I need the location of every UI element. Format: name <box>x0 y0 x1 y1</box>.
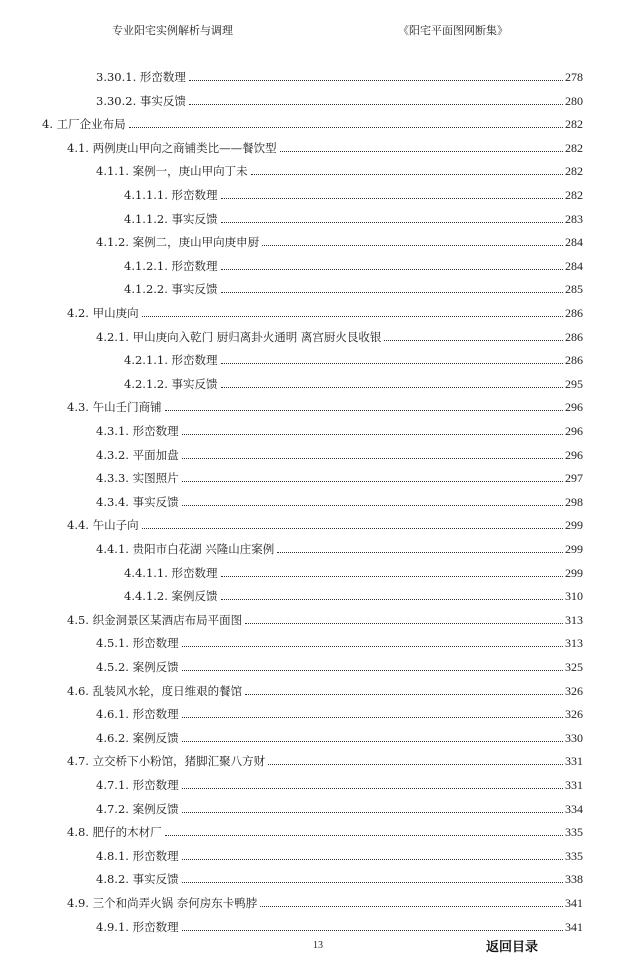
toc-entry-page: 295 <box>565 376 583 391</box>
toc-entry-title: 4.7. 立交桥下小粉馆，猪脚汇聚八方财 <box>67 754 266 769</box>
dot-leader <box>182 716 563 718</box>
toc-entry[interactable] <box>96 465 583 485</box>
toc-entry[interactable] <box>96 442 583 462</box>
toc-entry-title: 3.30.1. 形峦数理 <box>96 70 186 84</box>
dot-leader <box>260 905 563 907</box>
dot-leader <box>182 811 563 813</box>
toc-entry-page: 341 <box>565 896 583 910</box>
dot-leader <box>165 834 563 836</box>
toc-entry-title: 4.4. 午山子向 <box>67 518 139 533</box>
dot-leader <box>189 103 563 105</box>
dot-leader <box>280 150 563 152</box>
dot-leader <box>129 126 563 128</box>
toc-entry-title: 4.1. 两例庚山甲向之商铺类比——餐饮型 <box>67 140 277 155</box>
page-header <box>0 22 635 42</box>
toc-entry-page: 335 <box>565 848 583 863</box>
toc-entry-title: 4.9.1. 形峦数理 <box>96 919 179 934</box>
toc-entry[interactable] <box>96 418 583 438</box>
dot-leader <box>142 315 563 317</box>
toc-entry-page: 310 <box>565 589 583 604</box>
dot-leader <box>165 409 563 411</box>
toc-entry[interactable] <box>96 772 583 792</box>
toc-entry-page: 335 <box>565 825 583 840</box>
toc-entry-page: 330 <box>565 730 583 745</box>
toc-entry[interactable] <box>124 206 583 226</box>
dot-leader <box>251 173 563 175</box>
toc-entry-page: 313 <box>565 612 583 627</box>
toc-entry-title: 4.5.1. 形峦数理 <box>96 636 179 651</box>
toc-entry-title: 4.7.1. 形峦数理 <box>96 778 179 792</box>
toc-entry-page: 326 <box>565 683 583 698</box>
toc-entry-title: 4.4.1. 贵阳市白花湖 兴隆山庄案例 <box>96 542 275 556</box>
dot-leader <box>182 881 563 883</box>
toc-entry[interactable] <box>124 583 583 603</box>
toc-entry-page: 286 <box>565 306 583 320</box>
toc-entry-title: 4.8.1. 形峦数理 <box>96 848 179 863</box>
toc-entry[interactable] <box>67 394 583 414</box>
toc-entry[interactable] <box>124 276 583 296</box>
toc-entry[interactable] <box>96 654 583 674</box>
dot-leader <box>245 693 563 695</box>
toc-entry-page: 299 <box>565 565 583 580</box>
back-to-toc-link[interactable]: 返回目录 <box>486 940 539 955</box>
toc-entry[interactable] <box>96 866 583 886</box>
toc-entry-title: 4.5. 织金洞景区某酒店布局平面图 <box>67 612 243 627</box>
dot-leader <box>221 386 563 388</box>
toc-entry-title: 4.3.4. 事实反馈 <box>96 494 179 509</box>
dot-leader <box>221 362 563 364</box>
toc-entry[interactable] <box>96 64 583 84</box>
toc-entry-page: 331 <box>565 754 583 769</box>
dot-leader <box>182 433 563 435</box>
dot-leader <box>182 645 563 647</box>
toc-entry-title: 4.3.1. 形峦数理 <box>96 424 179 438</box>
toc-entry-title: 4.5.2. 案例反馈 <box>96 660 179 674</box>
toc-entry-page: 313 <box>565 636 583 651</box>
dot-leader <box>182 457 563 459</box>
toc-entry-page: 278 <box>565 70 583 84</box>
toc-entry-page: 297 <box>565 471 583 486</box>
toc-entry[interactable] <box>124 347 583 367</box>
toc-entry-page: 296 <box>565 400 583 415</box>
toc-entry[interactable] <box>124 253 583 273</box>
toc-entry-title: 4.6.2. 案例反馈 <box>96 730 179 745</box>
toc-entry-title: 4.3. 午山壬门商铺 <box>67 400 162 415</box>
dot-leader <box>268 763 563 765</box>
dot-leader <box>221 268 563 270</box>
toc-entry-page: 325 <box>565 660 583 674</box>
dot-leader <box>221 291 563 293</box>
toc-entry-title: 3.30.2. 事实反馈 <box>96 93 186 108</box>
dot-leader <box>221 221 563 223</box>
toc-entry[interactable] <box>96 796 583 816</box>
toc-entry-page: 286 <box>565 353 583 368</box>
header-book-title: 专业阳宅实例解析与调理 <box>112 24 233 37</box>
toc-entry-title: 4.2.1. 甲山庚向入乾门 厨归离卦火通明 离宫厨火艮收银 <box>96 329 382 344</box>
toc-entry[interactable] <box>96 914 583 934</box>
toc-entry-title: 4.1.2. 案例二，庚山甲向庚申厨 <box>96 235 260 250</box>
toc-entry[interactable] <box>67 135 583 155</box>
dot-leader <box>221 575 563 577</box>
toc-entry-page: 285 <box>565 282 583 297</box>
toc-entry-page: 284 <box>565 258 583 273</box>
dot-leader <box>182 504 563 506</box>
toc-entry-title: 4.3.3. 实图照片 <box>96 471 179 486</box>
dot-leader <box>182 669 563 671</box>
toc-entry-page: 283 <box>565 211 583 226</box>
toc-entry-title: 4. 工厂企业布局 <box>42 117 126 132</box>
dot-leader <box>221 598 563 600</box>
toc-entry-title: 4.4.1.1. 形峦数理 <box>124 565 218 580</box>
toc-entry-title: 4.6.1. 形峦数理 <box>96 707 179 722</box>
dot-leader <box>189 79 563 81</box>
toc-entry[interactable] <box>124 560 583 580</box>
toc-entry-page: 284 <box>565 235 583 250</box>
toc-entry-title: 4.8.2. 事实反馈 <box>96 872 179 887</box>
toc-entry-page: 286 <box>565 329 583 344</box>
toc-entry-page: 282 <box>565 164 583 179</box>
toc-entry-page: 326 <box>565 707 583 722</box>
toc-entry-title: 4.8. 肥仔的木材厂 <box>67 825 162 840</box>
toc-entry[interactable] <box>96 229 583 249</box>
toc-entry-title: 4.1.1. 案例一，庚山甲向丁未 <box>96 164 248 179</box>
toc-entry-page: 296 <box>565 424 583 438</box>
dot-leader <box>182 929 563 931</box>
toc-entry-page: 334 <box>565 801 583 816</box>
toc-entry[interactable] <box>96 489 583 509</box>
toc-entry-page: 299 <box>565 518 583 533</box>
toc-entry[interactable] <box>42 111 583 131</box>
toc-entry[interactable] <box>67 890 583 910</box>
dot-leader <box>384 339 563 341</box>
toc-entry[interactable] <box>67 819 583 839</box>
toc-entry-page: 282 <box>565 117 583 132</box>
toc-entry-page: 298 <box>565 494 583 509</box>
header-collection-title: 《阳宅平面图网断集》 <box>398 24 508 37</box>
dot-leader <box>262 244 563 246</box>
toc-entry-title: 4.3.2. 平面加盘 <box>96 447 179 462</box>
toc-entry[interactable] <box>67 300 583 320</box>
dot-leader <box>142 527 563 529</box>
dot-leader <box>182 858 563 860</box>
toc-entry[interactable] <box>67 748 583 768</box>
toc-entry-title: 4.1.1.2. 事实反馈 <box>124 211 218 226</box>
toc-entry[interactable] <box>96 701 583 721</box>
toc-entry-page: 296 <box>565 447 583 462</box>
toc-entry[interactable] <box>96 88 583 108</box>
toc-entry-page: 280 <box>565 93 583 108</box>
toc-entry[interactable] <box>67 678 583 698</box>
toc-entry-page: 282 <box>565 188 583 202</box>
toc-entry-page: 341 <box>565 919 583 934</box>
toc-entry[interactable] <box>96 324 583 344</box>
toc-entry-title: 4.2.1.1. 形峦数理 <box>124 353 218 368</box>
toc-entry[interactable] <box>96 725 583 745</box>
dot-leader <box>182 787 563 789</box>
dot-leader <box>182 740 563 742</box>
toc-entry[interactable] <box>96 843 583 863</box>
toc-entry-page: 282 <box>565 140 583 155</box>
toc-entry-title: 4.1.1.1. 形峦数理 <box>124 188 218 202</box>
toc-entry-title: 4.9. 三个和尚弄火锅 奈何房东卡鸭脖 <box>67 896 258 910</box>
dot-leader <box>277 551 563 553</box>
toc-entry[interactable] <box>96 158 583 178</box>
toc-entry-page: 338 <box>565 872 583 887</box>
toc-entry[interactable] <box>124 371 583 391</box>
dot-leader <box>182 480 563 482</box>
toc-entry-title: 4.2. 甲山庚向 <box>67 306 139 320</box>
toc-entry[interactable] <box>67 607 583 627</box>
toc-entry-title: 4.1.2.2. 事实反馈 <box>124 282 218 297</box>
toc-entry-title: 4.1.2.1. 形峦数理 <box>124 258 218 273</box>
toc-entry-title: 4.4.1.2. 案例反馈 <box>124 589 218 604</box>
toc-entry-title: 4.7.2. 案例反馈 <box>96 801 179 816</box>
toc-entry-title: 4.6. 乱装风水轮，度日维艰的餐馆 <box>67 683 243 698</box>
toc-entry[interactable] <box>124 182 583 202</box>
toc-entry-page: 331 <box>565 778 583 792</box>
toc-entry[interactable] <box>96 536 583 556</box>
dot-leader <box>221 197 563 199</box>
toc-entry[interactable] <box>67 512 583 532</box>
toc-entry-title: 4.2.1.2. 事实反馈 <box>124 376 218 391</box>
toc-entry-page: 299 <box>565 542 583 556</box>
dot-leader <box>245 622 563 624</box>
toc-entry[interactable] <box>96 630 583 650</box>
page-number: 13 <box>313 940 323 951</box>
